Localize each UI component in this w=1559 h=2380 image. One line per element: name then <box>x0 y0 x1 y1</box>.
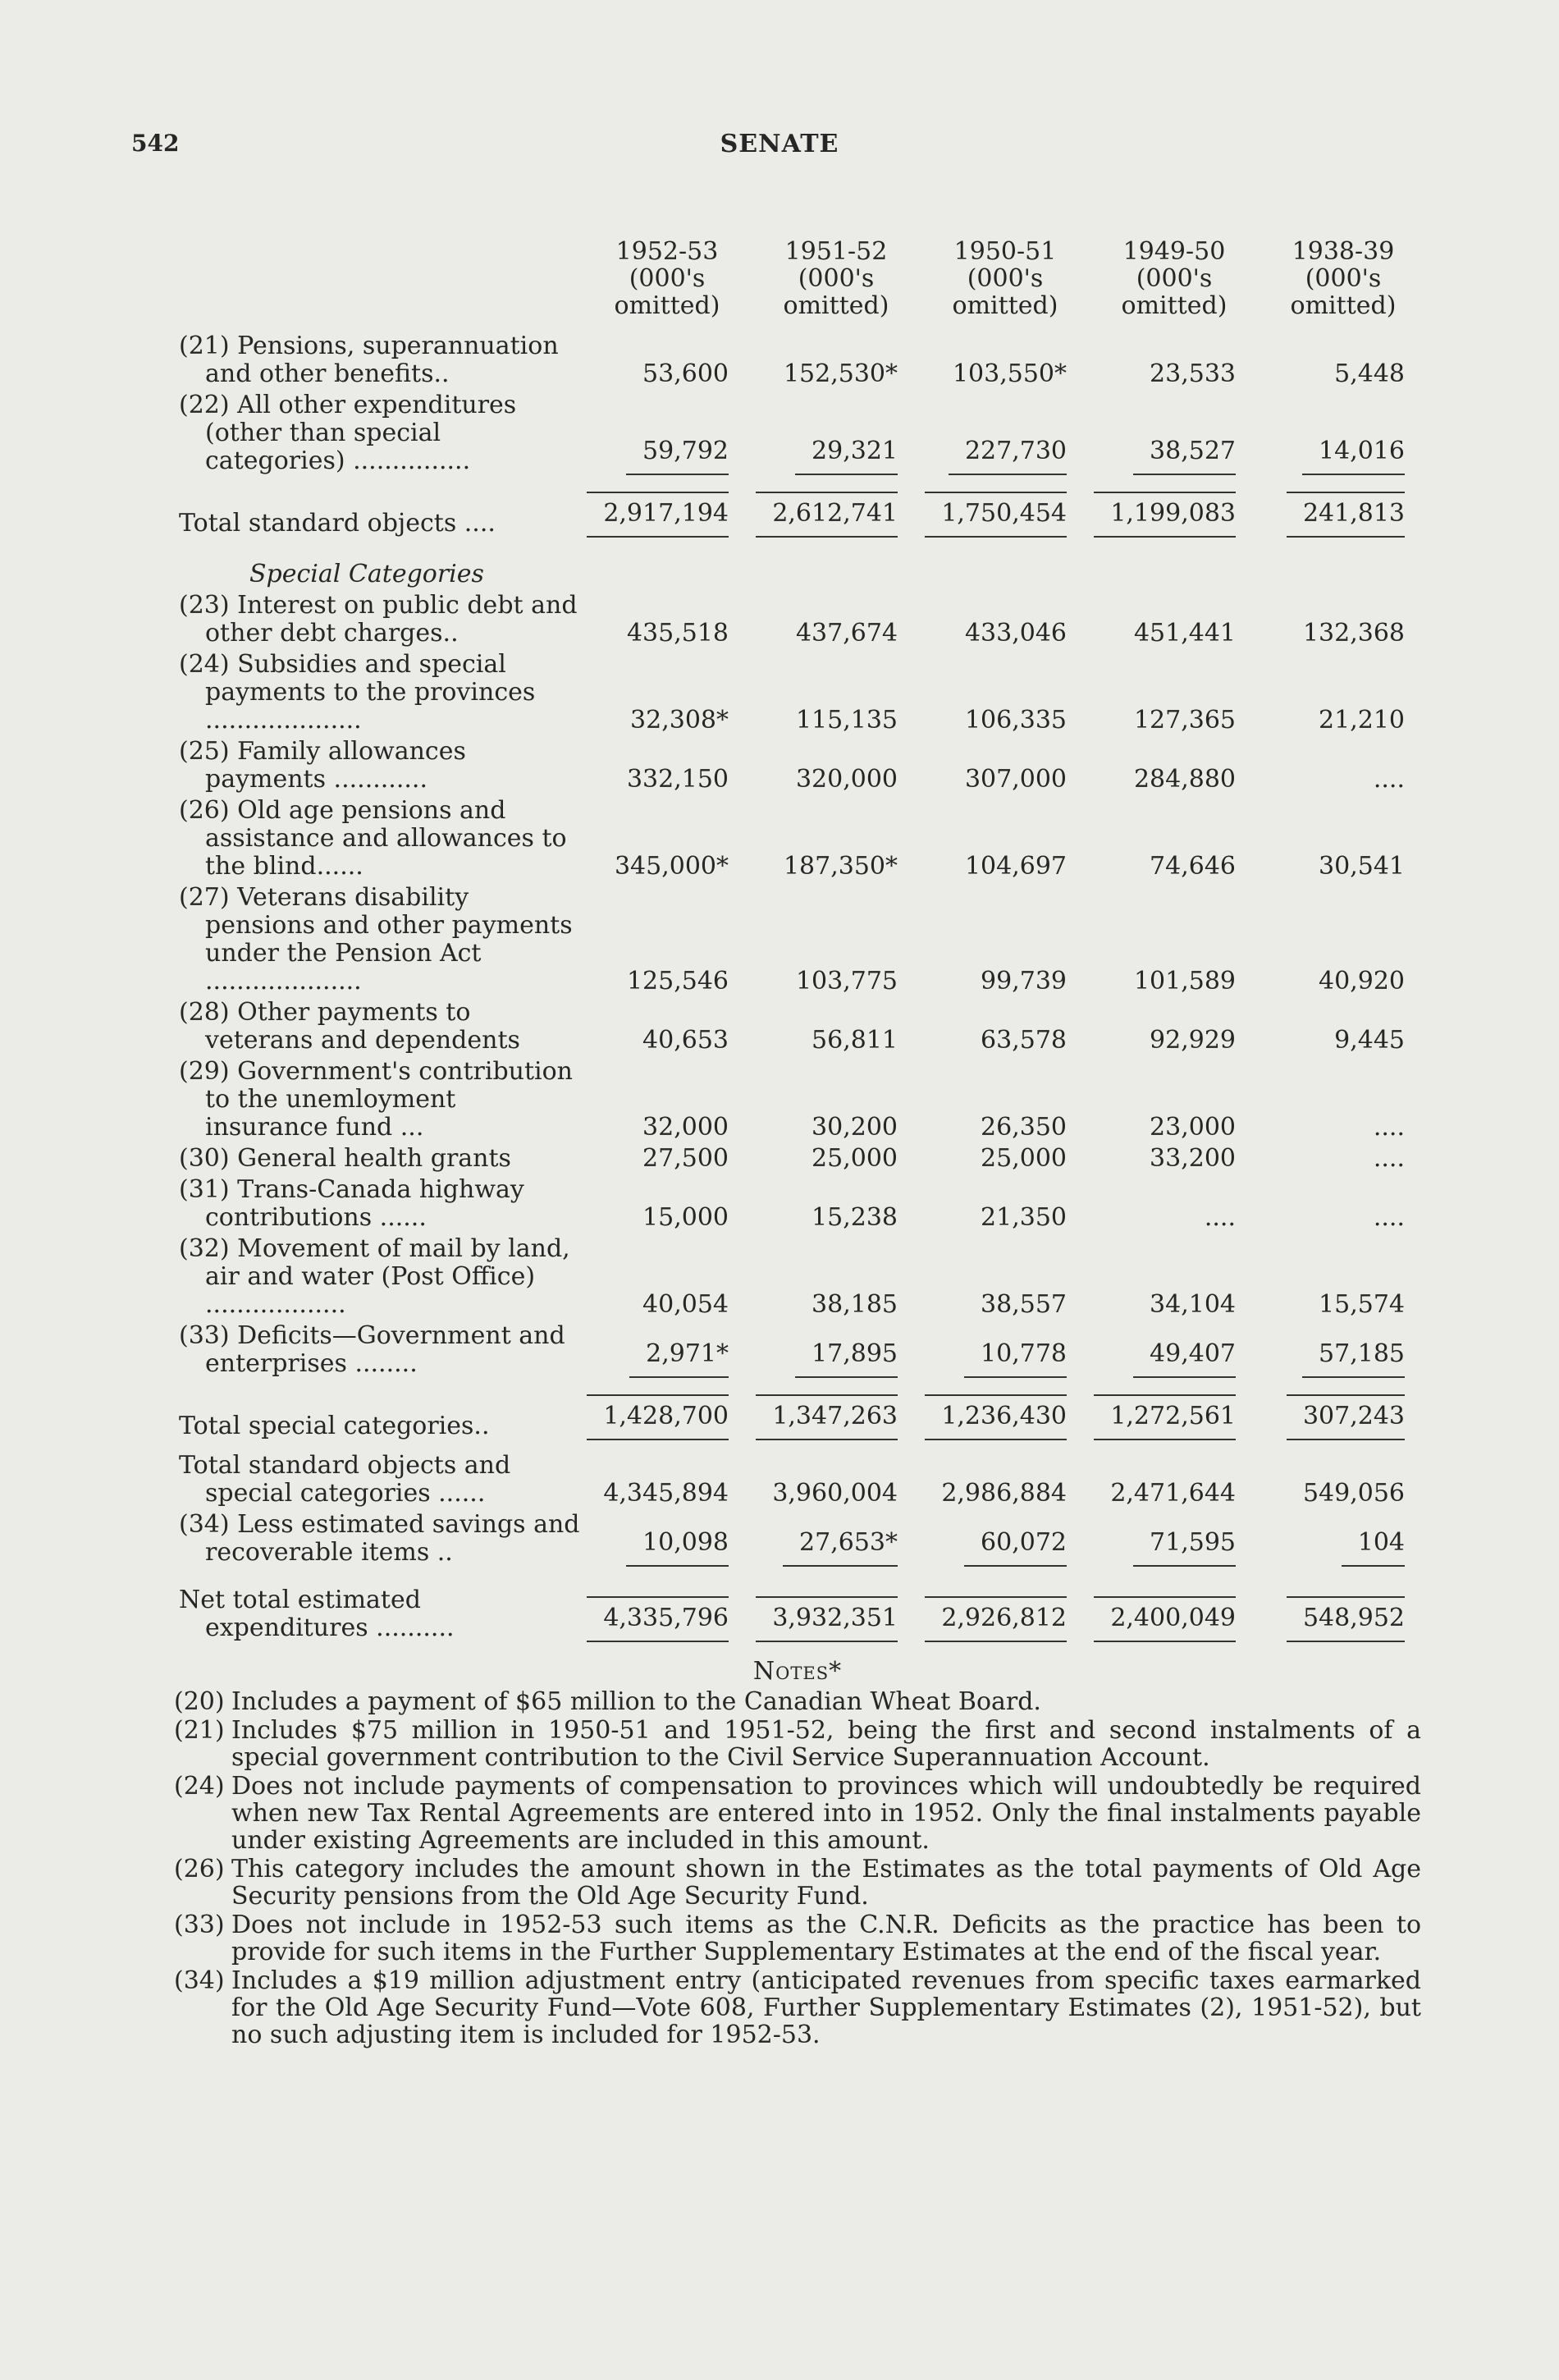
value-cell: 284,880 <box>1133 765 1236 794</box>
row-label: (27) Veterans disability pensions and other payments under the Pension Act .................... <box>179 883 573 995</box>
row-label: (24) Subsidies and special payments to the provinces .................... <box>179 650 536 735</box>
value-cell: 92,929 <box>1150 1026 1236 1055</box>
value-cell: 49,407 <box>1090 1322 1259 1381</box>
row-label: (31) Trans-Canada highway contributions ...... <box>179 1175 524 1232</box>
value-cell: 1,236,430 <box>921 1381 1090 1452</box>
value-cell: 2,917,194 <box>583 478 752 549</box>
value-cell: 53,600 <box>642 359 729 388</box>
table-row <box>172 1235 1428 1322</box>
total-standard-row <box>172 478 1428 549</box>
row-label: (23) Interest on public debt and other debt charges.. <box>179 591 578 648</box>
value-cell: 1,199,083 <box>1090 478 1259 549</box>
row-label: (21) Pensions, superannuation and other benefits.. <box>179 332 559 388</box>
value-cell: 30,200 <box>812 1113 898 1142</box>
value-cell: 307,000 <box>964 765 1067 794</box>
value-cell: 227,730 <box>921 391 1090 478</box>
value-cell: 21,210 <box>1319 706 1405 735</box>
section-heading: Special Categories <box>249 560 484 588</box>
table-row <box>172 592 1428 651</box>
value-cell: 27,653* <box>752 1511 921 1570</box>
value-cell: .... <box>1373 1113 1405 1142</box>
value-cell: 57,185 <box>1259 1322 1428 1381</box>
value-cell: 99,739 <box>981 967 1067 995</box>
value-cell: 5,448 <box>1334 359 1405 388</box>
value-cell: 1,347,263 <box>752 1381 921 1452</box>
value-cell: 1,750,454 <box>921 478 1090 549</box>
value-cell: 23,000 <box>1150 1113 1236 1142</box>
page-header <box>131 130 1428 171</box>
value-cell: 3,932,351 <box>752 1586 921 1645</box>
value-cell: 437,674 <box>795 619 898 648</box>
value-cell: .... <box>1373 1203 1405 1232</box>
table-row <box>172 332 1428 391</box>
value-cell: 56,811 <box>812 1026 898 1055</box>
value-cell: 40,920 <box>1319 967 1405 995</box>
row-label: (32) Movement of mail by land, air and water (Post Office) .................. <box>179 1234 570 1319</box>
value-cell: 132,368 <box>1302 619 1405 648</box>
value-cell: 320,000 <box>795 765 898 794</box>
value-cell: 40,054 <box>642 1290 729 1319</box>
row-label: Total standard objects .... <box>179 509 496 538</box>
value-cell: 104,697 <box>964 852 1067 881</box>
value-cell: 26,350 <box>981 1113 1067 1142</box>
value-cell: 152,530* <box>783 359 898 388</box>
net-total-row <box>172 1586 1428 1645</box>
note-item: (34) Includes a $19 million adjustment entry (anticipated revenues from specific taxes earmarked for the Old Age Security Fund—Vote 608, Further Supplementary Estimates (2), 1951-52), but no such adjusting item is included for 1952-53. <box>174 1966 1421 2049</box>
value-cell: 2,926,812 <box>921 1586 1090 1645</box>
value-cell: 104 <box>1259 1511 1428 1570</box>
column-header: 1950-51 (000's omitted) <box>952 237 1058 320</box>
value-cell: 59,792 <box>583 391 752 478</box>
value-cell: 38,527 <box>1090 391 1259 478</box>
value-cell: .... <box>1373 765 1405 794</box>
value-cell: 15,000 <box>642 1203 729 1232</box>
row-label: (22) All other expenditures (other than special categories) ............... <box>179 391 517 475</box>
note-item: (33) Does not include in 1952-53 such items as the C.N.R. Deficits as the practice has been to provide for such items in the Further Supplementary Estimates at the end of the fiscal year. <box>174 1911 1421 1966</box>
table-row <box>172 884 1428 999</box>
row-label: (25) Family allowances payments ............ <box>179 737 466 794</box>
value-cell: 10,778 <box>921 1322 1090 1381</box>
table-row <box>172 391 1428 478</box>
value-cell: 21,350 <box>981 1203 1067 1232</box>
value-cell: 4,335,796 <box>583 1586 752 1645</box>
column-header: 1951-52 (000's omitted) <box>783 237 889 320</box>
column-header: 1952-53 (000's omitted) <box>614 237 720 320</box>
value-cell: 4,345,894 <box>603 1479 729 1508</box>
table-row <box>172 1145 1428 1176</box>
value-cell: 9,445 <box>1334 1026 1405 1055</box>
row-label: (30) General health grants <box>179 1144 511 1173</box>
column-header: 1949-50 (000's omitted) <box>1121 237 1228 320</box>
value-cell: 3,960,004 <box>772 1479 898 1508</box>
value-cell: 30,541 <box>1319 852 1405 881</box>
note-item: (26) This category includes the amount shown in the Estimates as the total payments of Old Age Security pensions from the Old Age Security Fund. <box>174 1855 1421 1911</box>
table-row <box>172 797 1428 884</box>
note-item: (21) Includes $75 million in 1950-51 and 1951-52, being the first and second instalments of a special government contribution to the Civil Service Superannuation Account. <box>174 1716 1421 1772</box>
value-cell: 103,775 <box>795 967 898 995</box>
value-cell: 40,653 <box>642 1026 729 1055</box>
section-heading-row <box>172 549 1428 592</box>
value-cell: 74,646 <box>1150 852 1236 881</box>
row-label: Total standard objects and special categories ...... <box>179 1451 511 1508</box>
table-row <box>172 738 1428 797</box>
value-cell: 332,150 <box>626 765 729 794</box>
note-item: (20) Includes a payment of $65 million to the Canadian Wheat Board. <box>174 1687 1041 1716</box>
value-cell: 17,895 <box>752 1322 921 1381</box>
page-number: 542 <box>131 130 180 157</box>
header-label-cell <box>172 238 583 332</box>
value-cell: 33,200 <box>1150 1144 1236 1173</box>
value-cell: 2,971* <box>583 1322 752 1381</box>
value-cell: 435,518 <box>626 619 729 648</box>
value-cell: 345,000* <box>614 852 729 881</box>
value-cell: 2,612,741 <box>752 478 921 549</box>
value-cell: 241,813 <box>1259 478 1428 549</box>
row-label: Total special categories.. <box>179 1412 490 1440</box>
value-cell: 2,400,049 <box>1090 1586 1259 1645</box>
value-cell: 1,272,561 <box>1090 1381 1259 1452</box>
expenditures-table <box>172 238 1428 1645</box>
column-header: 1938-39 (000's omitted) <box>1290 237 1397 320</box>
value-cell: 27,500 <box>642 1144 729 1173</box>
value-cell: 25,000 <box>981 1144 1067 1173</box>
value-cell: 187,350* <box>783 852 898 881</box>
value-cell: 307,243 <box>1259 1381 1428 1452</box>
notes-section <box>174 1658 1421 2050</box>
value-cell: 32,000 <box>642 1113 729 1142</box>
value-cell: 15,574 <box>1319 1290 1405 1319</box>
value-cell: 2,986,884 <box>941 1479 1067 1508</box>
value-cell: 548,952 <box>1259 1586 1428 1645</box>
table-header-row <box>172 238 1428 332</box>
value-cell: 1,428,700 <box>583 1381 752 1452</box>
row-label: (28) Other payments to veterans and dependents <box>179 998 520 1055</box>
total-special-row <box>172 1381 1428 1452</box>
value-cell: 10,098 <box>583 1511 752 1570</box>
value-cell: 38,185 <box>812 1290 898 1319</box>
value-cell: 106,335 <box>964 706 1067 735</box>
value-cell: .... <box>1204 1203 1236 1232</box>
table-row <box>172 1058 1428 1145</box>
value-cell: 25,000 <box>812 1144 898 1173</box>
row-label: Net total estimated expenditures .......... <box>179 1586 455 1642</box>
total-combined-row <box>172 1452 1428 1511</box>
value-cell: 29,321 <box>752 391 921 478</box>
value-cell: 15,238 <box>812 1203 898 1232</box>
value-cell: 127,365 <box>1133 706 1236 735</box>
value-cell: 549,056 <box>1302 1479 1405 1508</box>
table-row <box>172 651 1428 738</box>
value-cell: 115,135 <box>795 706 898 735</box>
value-cell: 60,072 <box>921 1511 1090 1570</box>
value-cell: 101,589 <box>1133 967 1236 995</box>
notes-title: Notes* <box>752 1657 843 1686</box>
value-cell: 32,308* <box>630 706 729 735</box>
value-cell: 2,471,644 <box>1110 1479 1236 1508</box>
value-cell: 103,550* <box>952 359 1067 388</box>
row-label: (34) Less estimated savings and recoverable items .. <box>179 1510 580 1567</box>
value-cell: 23,533 <box>1150 359 1236 388</box>
row-label: (33) Deficits—Government and enterprises ........ <box>179 1321 565 1378</box>
value-cell: 125,546 <box>626 967 729 995</box>
value-cell: 14,016 <box>1259 391 1428 478</box>
value-cell: 34,104 <box>1150 1290 1236 1319</box>
value-cell: 451,441 <box>1133 619 1236 648</box>
value-cell: 63,578 <box>981 1026 1067 1055</box>
less-savings-row <box>172 1511 1428 1570</box>
row-label: (29) Government's contribution to the unemloyment insurance fund ... <box>179 1057 573 1142</box>
note-item: (24) Does not include payments of compensation to provinces which will undoubtedly be required when new Tax Rental Agreements are entered into in 1952. Only the final instalments payable under existing Agreements are included in this amount. <box>174 1772 1421 1855</box>
value-cell: .... <box>1373 1144 1405 1173</box>
table-row <box>172 999 1428 1058</box>
value-cell: 71,595 <box>1090 1511 1259 1570</box>
row-label: (26) Old age pensions and assistance and allowances to the blind...... <box>179 796 567 881</box>
table-row <box>172 1322 1428 1381</box>
page-title: SENATE <box>720 130 839 158</box>
value-cell: 38,557 <box>981 1290 1067 1319</box>
value-cell: 433,046 <box>964 619 1067 648</box>
table-row <box>172 1176 1428 1235</box>
